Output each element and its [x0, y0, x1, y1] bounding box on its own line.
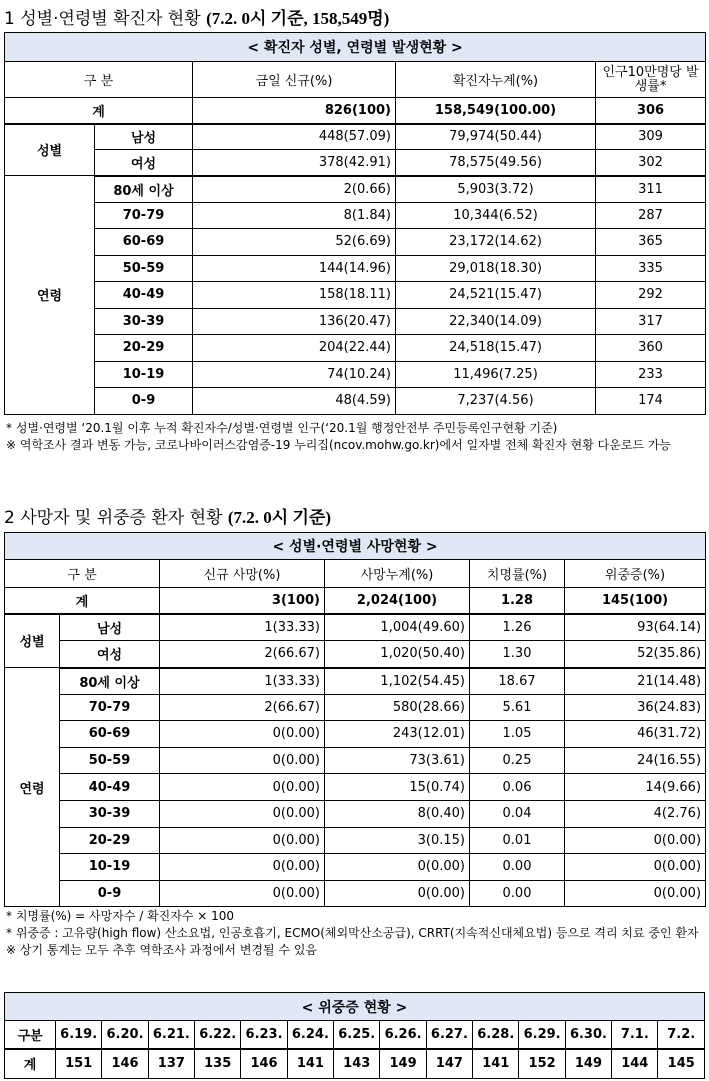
section1-notes [6, 420, 704, 454]
row-fatal: 0.01 [470, 827, 565, 854]
date-cell: 6.23. [241, 1021, 287, 1049]
row-rate: 311 [596, 176, 706, 203]
row-cum: 10,344(6.52) [396, 202, 596, 229]
value-cell: 149 [565, 1049, 611, 1079]
value-cell: 151 [56, 1049, 102, 1079]
section1-title-text: 1 성별·연령별 확진자 현황 [4, 9, 201, 29]
row-label: 50-59 [60, 747, 160, 774]
row-fatal: 1.30 [470, 641, 565, 668]
deaths-severe-table [4, 532, 706, 907]
table-row [5, 335, 706, 362]
row-new: 136(20.47) [193, 308, 396, 335]
section2-title-text: 2 사망자 및 위중증 환자 현황 [4, 508, 223, 528]
total-fatal: 1.28 [470, 588, 565, 614]
row-label: 20-29 [60, 827, 160, 854]
table2-banner-row [5, 533, 706, 560]
row-severe: 93(64.14) [565, 614, 706, 641]
row-new: 158(18.11) [193, 282, 396, 309]
row-fatal: 1.05 [470, 721, 565, 748]
header-category: 구 분 [5, 62, 193, 98]
value-cell: 147 [426, 1049, 472, 1079]
row-severe: 0(0.00) [565, 854, 706, 881]
date-cell: 6.30. [565, 1021, 611, 1049]
row-label: 80세 이상 [95, 176, 193, 203]
row-cum: 11,496(7.25) [396, 361, 596, 388]
total-severe: 145(100) [565, 588, 706, 614]
row-cum: 23,172(14.62) [396, 229, 596, 256]
table3-banner: < 위중증 현황 > [5, 993, 705, 1021]
table-row [5, 308, 706, 335]
row-cum: 3(0.15) [325, 827, 470, 854]
table-row [5, 361, 706, 388]
header-category: 구 분 [5, 560, 160, 588]
date-cell: 6.19. [56, 1021, 102, 1049]
row-new: 0(0.00) [160, 800, 325, 827]
age-group-label: 연령 [5, 668, 60, 907]
row-cum: 78,575(49.56) [396, 150, 596, 176]
row-label: 30-39 [60, 800, 160, 827]
table-row [5, 774, 706, 801]
row-rate: 174 [596, 388, 706, 415]
table-row [5, 694, 706, 721]
table2-header-row [5, 560, 706, 588]
row-new: 1(33.33) [160, 614, 325, 641]
section2-subtitle: (7.2. 0시 기준) [227, 508, 331, 527]
value-cell: 149 [380, 1049, 426, 1079]
row-new: 52(6.69) [193, 229, 396, 256]
section1-title [4, 4, 389, 29]
row-rate: 335 [596, 255, 706, 282]
row-new: 2(66.67) [160, 641, 325, 668]
row-new: 2(66.67) [160, 694, 325, 721]
total-cum: 2,024(100) [325, 588, 470, 614]
row-severe: 46(31.72) [565, 721, 706, 748]
row-severe: 0(0.00) [565, 880, 706, 907]
row-label: 10-19 [95, 361, 193, 388]
value-cell: 144 [612, 1049, 658, 1079]
value-cell: 141 [473, 1049, 519, 1079]
row-label: 0-9 [60, 880, 160, 907]
table-row [5, 880, 706, 907]
row-cum: 24,518(15.47) [396, 335, 596, 362]
date-cell: 6.24. [287, 1021, 333, 1049]
row-label: 20-29 [95, 335, 193, 362]
row-fatal: 18.67 [470, 668, 565, 695]
row-cum: 15(0.74) [325, 774, 470, 801]
row-new: 0(0.00) [160, 827, 325, 854]
row-cum: 0(0.00) [325, 854, 470, 881]
row-label: 10-19 [60, 854, 160, 881]
row-label: 여성 [95, 150, 193, 176]
table-row [5, 388, 706, 415]
total-cum: 158,549(100.00) [396, 98, 596, 124]
row-fatal: 5.61 [470, 694, 565, 721]
row-rate: 292 [596, 282, 706, 309]
table-row [5, 668, 706, 695]
row-severe: 14(9.66) [565, 774, 706, 801]
row-new: 0(0.00) [160, 854, 325, 881]
note-line: * 성별·연령별 ‘20.1월 이후 누적 확진자수/성별·연령별 인구(‘20.1월 행정안전부 주민등록인구현황 기준) [6, 421, 558, 435]
header-cum: 확진자누계(%) [396, 62, 596, 98]
row-cum: 5,903(3.72) [396, 176, 596, 203]
row-cum: 0(0.00) [325, 880, 470, 907]
row-new: 0(0.00) [160, 747, 325, 774]
row-new: 2(0.66) [193, 176, 396, 203]
section1-subtitle: (7.2. 0시 기준, 158,549명) [206, 9, 390, 28]
row-new: 378(42.91) [193, 150, 396, 176]
row-rate: 287 [596, 202, 706, 229]
section2-title [4, 503, 331, 528]
sex-group-label: 성별 [5, 614, 60, 668]
row-label: 30-39 [95, 308, 193, 335]
row-cum: 79,974(50.44) [396, 124, 596, 150]
row-new: 144(14.96) [193, 255, 396, 282]
value-cell: 152 [519, 1049, 565, 1079]
date-row-label: 구분 [5, 1021, 56, 1049]
row-cum: 8(0.40) [325, 800, 470, 827]
table-row [5, 282, 706, 309]
table1-header-row [5, 62, 706, 98]
row-new: 0(0.00) [160, 774, 325, 801]
row-new: 48(4.59) [193, 388, 396, 415]
table3-banner-row [5, 993, 705, 1021]
table-row-total [5, 588, 706, 614]
date-cell: 6.21. [148, 1021, 194, 1049]
section2-notes [6, 908, 704, 959]
row-label: 50-59 [95, 255, 193, 282]
header-fatality: 치명률(%) [470, 560, 565, 588]
table3-date-row [5, 1021, 705, 1049]
age-group-label: 연령 [5, 176, 95, 415]
value-cell: 145 [658, 1049, 705, 1079]
row-label: 남성 [95, 124, 193, 150]
row-label: 70-79 [60, 694, 160, 721]
value-cell: 137 [148, 1049, 194, 1079]
row-severe: 4(2.76) [565, 800, 706, 827]
row-fatal: 1.26 [470, 614, 565, 641]
table1-banner: < 확진자 성별, 연령별 발생현황 > [5, 33, 706, 62]
value-cell: 146 [241, 1049, 287, 1079]
row-new: 8(1.84) [193, 202, 396, 229]
table-row [5, 854, 706, 881]
confirmed-cases-table [4, 32, 706, 415]
row-label: 40-49 [60, 774, 160, 801]
row-severe: 24(16.55) [565, 747, 706, 774]
table-row [5, 255, 706, 282]
row-cum: 580(28.66) [325, 694, 470, 721]
table-row [5, 827, 706, 854]
table-row [5, 176, 706, 203]
note-line: ※ 상기 통계는 모두 추후 역학조사 과정에서 변경될 수 있음 [6, 943, 318, 957]
total-new: 3(100) [160, 588, 325, 614]
table-row [5, 150, 706, 176]
row-severe: 52(35.86) [565, 641, 706, 668]
value-cell: 135 [195, 1049, 241, 1079]
row-cum: 24,521(15.47) [396, 282, 596, 309]
row-severe: 36(24.83) [565, 694, 706, 721]
severe-trend-table [4, 992, 705, 1079]
row-fatal: 0.04 [470, 800, 565, 827]
row-cum: 1,020(50.40) [325, 641, 470, 668]
row-cum: 7,237(4.56) [396, 388, 596, 415]
row-cum: 22,340(14.09) [396, 308, 596, 335]
total-label: 계 [5, 98, 193, 124]
row-cum: 243(12.01) [325, 721, 470, 748]
row-label: 0-9 [95, 388, 193, 415]
table-row [5, 641, 706, 668]
row-fatal: 0.25 [470, 747, 565, 774]
table-row [5, 614, 706, 641]
row-severe: 21(14.48) [565, 668, 706, 695]
date-cell: 6.28. [473, 1021, 519, 1049]
header-rate: 인구10만명당 발생률* [596, 62, 706, 98]
row-label: 60-69 [95, 229, 193, 256]
row-rate: 317 [596, 308, 706, 335]
table-row [5, 747, 706, 774]
row-cum: 1,004(49.60) [325, 614, 470, 641]
row-rate: 365 [596, 229, 706, 256]
table-row [5, 800, 706, 827]
row-new: 74(10.24) [193, 361, 396, 388]
date-cell: 6.22. [195, 1021, 241, 1049]
value-cell: 141 [287, 1049, 333, 1079]
date-cell: 6.25. [334, 1021, 380, 1049]
table-row [5, 229, 706, 256]
row-cum: 29,018(18.30) [396, 255, 596, 282]
note-line: * 치명률(%) = 사망자수 / 확진자수 × 100 [6, 909, 235, 923]
row-new: 448(57.09) [193, 124, 396, 150]
sex-group-label: 성별 [5, 124, 95, 176]
header-cum-deaths: 사망누계(%) [325, 560, 470, 588]
total-row-label: 계 [5, 1049, 56, 1079]
table2-banner: < 성별·연령별 사망현황 > [5, 533, 706, 560]
row-label: 40-49 [95, 282, 193, 309]
date-cell: 7.2. [658, 1021, 705, 1049]
row-cum: 73(3.61) [325, 747, 470, 774]
row-rate: 302 [596, 150, 706, 176]
date-cell: 6.20. [102, 1021, 148, 1049]
row-label: 여성 [60, 641, 160, 668]
row-rate: 360 [596, 335, 706, 362]
date-cell: 6.26. [380, 1021, 426, 1049]
row-new: 204(22.44) [193, 335, 396, 362]
row-new: 1(33.33) [160, 668, 325, 695]
row-new: 0(0.00) [160, 880, 325, 907]
row-cum: 1,102(54.45) [325, 668, 470, 695]
row-fatal: 0.06 [470, 774, 565, 801]
total-rate: 306 [596, 98, 706, 124]
table1-banner-row [5, 33, 706, 62]
row-new: 0(0.00) [160, 721, 325, 748]
row-label: 70-79 [95, 202, 193, 229]
table-row-total [5, 98, 706, 124]
header-severe: 위중증(%) [565, 560, 706, 588]
date-cell: 6.27. [426, 1021, 472, 1049]
row-rate: 309 [596, 124, 706, 150]
row-label: 60-69 [60, 721, 160, 748]
row-label: 남성 [60, 614, 160, 641]
value-cell: 146 [102, 1049, 148, 1079]
table-row [5, 721, 706, 748]
note-line: ※ 역학조사 결과 변동 가능, 코로나바이러스감염증-19 누리집(ncov.mohw.go.kr)에서 일자별 전체 확진자 현황 다운로드 가능 [6, 438, 672, 452]
table-row [5, 202, 706, 229]
note-line: * 위중증 : 고유량(high flow) 산소요법, 인공호흡기, ECMO(체외막산소공급), CRRT(지속적신대체요법) 등으로 격리 치료 중인 환자 [6, 926, 699, 940]
row-fatal: 0.00 [470, 880, 565, 907]
header-new-deaths: 신규 사망(%) [160, 560, 325, 588]
date-cell: 7.1. [612, 1021, 658, 1049]
table3-value-row [5, 1049, 705, 1079]
row-severe: 0(0.00) [565, 827, 706, 854]
row-label: 80세 이상 [60, 668, 160, 695]
row-rate: 233 [596, 361, 706, 388]
value-cell: 143 [334, 1049, 380, 1079]
table-row [5, 124, 706, 150]
row-fatal: 0.00 [470, 854, 565, 881]
header-new: 금일 신규(%) [193, 62, 396, 98]
total-new: 826(100) [193, 98, 396, 124]
total-label: 계 [5, 588, 160, 614]
date-cell: 6.29. [519, 1021, 565, 1049]
